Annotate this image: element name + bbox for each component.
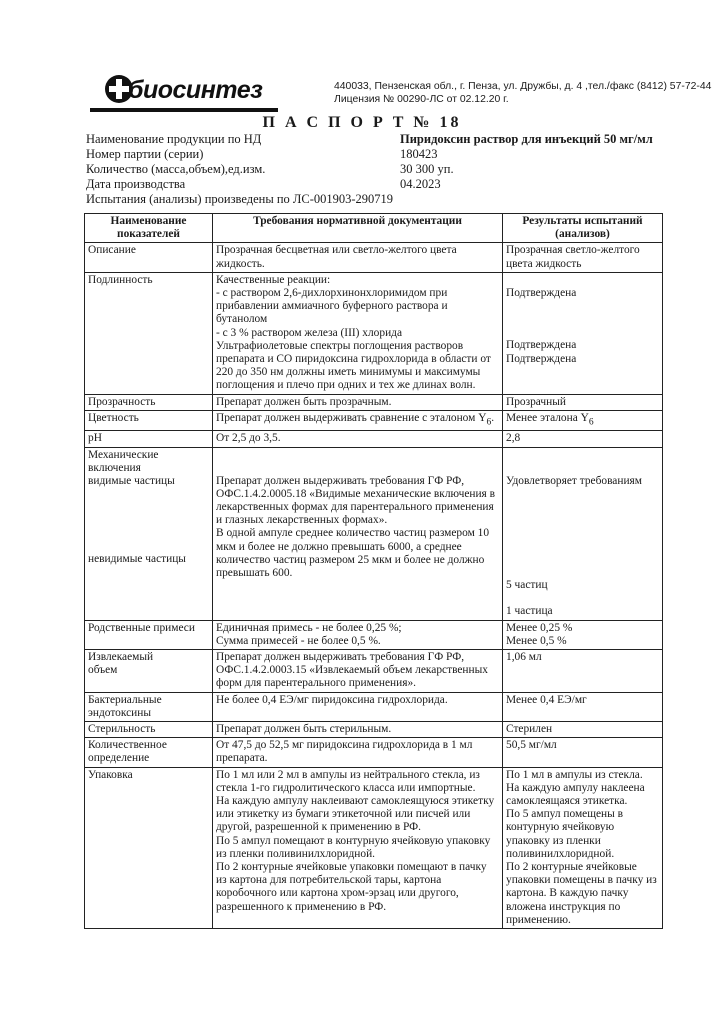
- res-line: На каждую ампулу наклеена самоклеящаяся этикетка.: [506, 781, 645, 807]
- quantity-label: Количество (масса,объем),ед.изм.: [86, 162, 266, 176]
- row-name: [85, 692, 213, 721]
- table-row: [85, 243, 663, 272]
- table-row: [85, 431, 663, 447]
- table-row: [85, 692, 663, 721]
- res-line: Подтверждена: [506, 352, 577, 365]
- address-line: 440033, Пензенская обл., г. Пенза, ул. Дружбы, д. 4 ,тел./факс (8412) 57-72-44: [334, 81, 712, 92]
- specification-table: [84, 213, 663, 929]
- name-line: включения: [88, 461, 141, 474]
- req-text: Препарат должен выдерживать сравнение с эталоном: [216, 411, 476, 424]
- name-line: Механические: [88, 448, 159, 461]
- req-end: .: [491, 411, 495, 424]
- header-requirements: Требования нормативной документации: [213, 214, 503, 243]
- table-row: [85, 394, 663, 410]
- name-line: Извлекаемый: [88, 650, 154, 663]
- row-requirement: Прозрачная бесцветная или светло-желтого цвета жидкость.: [213, 243, 503, 272]
- row-requirement: [213, 447, 503, 620]
- row-name: pH: [85, 431, 213, 447]
- batch-value: 180423: [400, 147, 438, 161]
- row-requirement: От 2,5 до 3,5.: [213, 431, 503, 447]
- row-requirement: Не более 0,4 ЕЭ/мг пиридоксина гидрохлорида.: [213, 692, 503, 721]
- batch-label: Номер партии (серии): [86, 147, 204, 161]
- table-header-row: [85, 214, 663, 243]
- row-result: 2,8: [503, 431, 663, 447]
- row-name: Прозрачность: [85, 394, 213, 410]
- row-name: Описание: [85, 243, 213, 272]
- res-text: Менее эталона Y: [506, 411, 589, 424]
- table-row: [85, 620, 663, 649]
- req-line: Сумма примесей - не более 0,5 %.: [216, 634, 381, 647]
- row-name: Родственные примеси: [85, 620, 213, 649]
- req-line: На каждую ампулу наклеивают самоклеящуюся этикетку или этикетку из бумаги этикеточной или писчей или другой, разрешенной к применению в РФ.: [216, 794, 495, 834]
- row-requirement: Препарат должен быть прозрачным.: [213, 394, 503, 410]
- name-line: определение: [88, 752, 150, 765]
- name-line: объем: [88, 664, 118, 677]
- res-line: Удовлетворяет требованиям: [506, 474, 642, 487]
- res-line: Подтверждена: [506, 339, 577, 352]
- req-line: По 1 мл или 2 мл в ампулы из нейтрального стекла, из стекла 1-го гидролитического класса или импортные.: [216, 768, 480, 794]
- row-requirement: От 47,5 до 52,5 мг пиридоксина гидрохлорида в 1 мл препарата.: [213, 738, 503, 767]
- row-result: Прозрачный: [503, 394, 663, 410]
- table-row: [85, 738, 663, 767]
- name-line: Количественное: [88, 739, 167, 752]
- row-requirement: [213, 767, 503, 928]
- table-row: [85, 721, 663, 737]
- header-indicator: Наименование показателей: [85, 214, 213, 243]
- row-result: [503, 272, 663, 394]
- res-line: По 1 мл в ампулы из стекла.: [506, 768, 643, 781]
- product-name-value: Пиридоксин раствор для инъекций 50 мг/мл: [400, 132, 653, 146]
- req-line: По 5 ампул помещают в контурную ячейковую упаковку из пленки поливинилхлоридной.: [216, 834, 491, 860]
- row-name: Упаковка: [85, 767, 213, 928]
- table-row: [85, 272, 663, 394]
- req-line: - с раствором 2,6-дихлорхинонхлоримидом при прибавлении аммиачного буферного раствора и бутанолом: [216, 287, 448, 326]
- company-address: [334, 80, 711, 106]
- row-result: [503, 620, 663, 649]
- res-index: 6: [588, 417, 594, 428]
- production-date-label: Дата производства: [86, 177, 186, 191]
- row-result: [503, 767, 663, 928]
- company-logo-text: биосинтез: [128, 76, 263, 104]
- row-name: [85, 738, 213, 767]
- req-line: - с 3 % раствором железа (III) хлорида: [216, 326, 403, 339]
- row-requirement: [213, 410, 503, 430]
- production-date-value: 04.2023: [400, 177, 441, 191]
- table-row: [85, 767, 663, 928]
- row-result: [503, 410, 663, 430]
- res-line: По 2 контурные ячейковые упаковки помещены в пачку из картона. В каждую пачку вложена инструкция по применению.: [506, 860, 657, 926]
- row-name: [85, 447, 213, 620]
- row-requirement: [213, 272, 503, 394]
- row-requirement: Препарат должен быть стерильным.: [213, 721, 503, 737]
- header-results: Результаты испытаний (анализов): [503, 214, 663, 243]
- product-name-label: Наименование продукции по НД: [86, 132, 262, 146]
- req-line: Ультрафиолетовые спектры поглощения растворов препарата и СО пиридоксина гидрохлорида в области от 220 до 350 нм должны иметь минимумы и максимумы поглощения и плечо при одних и тех же длинах волн.: [216, 339, 491, 392]
- req-line: Единичная примесь - не более 0,25 %;: [216, 621, 402, 634]
- tests-reference: Испытания (анализы) произведены по ЛС-001903-290719: [86, 192, 394, 206]
- res-line: По 5 ампул помещены в контурную ячейковую упаковку из пленки поливинилхлоридной.: [506, 808, 624, 860]
- row-result: 50,5 мг/мл: [503, 738, 663, 767]
- quantity-value: 30 300 уп.: [400, 162, 454, 176]
- row-result: [503, 447, 663, 620]
- reference-symbol: Y: [478, 411, 487, 424]
- row-result: 1,06 мл: [503, 649, 663, 692]
- table-row: [85, 447, 663, 620]
- name-line: невидимые частицы: [88, 553, 186, 566]
- name-line: видимые частицы: [88, 474, 175, 487]
- row-name: Подлинность: [85, 272, 213, 394]
- req-line: Препарат должен выдерживать требования ГФ РФ, ОФС.1.4.2.0005.18 «Видимые механические включения в лекарственных формах для парентерального применения и глазных лекарственных формах».: [216, 474, 496, 527]
- reference-index: 6: [486, 417, 492, 428]
- res-line: 5 частиц: [506, 578, 548, 591]
- page-title: П А С П О Р Т № 18: [262, 114, 462, 131]
- row-result: Прозрачная светло-желтого цвета жидкость: [503, 243, 663, 272]
- logo-underline: [90, 108, 278, 112]
- row-requirement: [213, 620, 503, 649]
- table-row: [85, 410, 663, 430]
- req-line: По 2 контурные ячейковые упаковки помещают в пачку из картона для потребительской тары, картона коробочного или картона хром-эрзац или другого, разрешенного к применению в РФ.: [216, 860, 487, 913]
- res-line: Подтверждена: [506, 287, 577, 299]
- row-name: [85, 649, 213, 692]
- res-line: Менее 0,25 %: [506, 621, 573, 634]
- row-name: Стерильность: [85, 721, 213, 737]
- row-result: Менее 0,4 ЕЭ/мг: [503, 692, 663, 721]
- res-line: Менее 0,5 %: [506, 634, 567, 647]
- req-line: Качественные реакции:: [216, 273, 331, 286]
- name-line: Бактериальные: [88, 693, 162, 706]
- req-line: В одной ампуле среднее количество частиц размером 10 мкм и более не должно превышать 6000, а среднее количество частиц размером 25 мкм и более не должно превышать 600.: [216, 527, 490, 579]
- row-result: Стерилен: [503, 721, 663, 737]
- row-name: Цветность: [85, 410, 213, 430]
- row-requirement: Препарат должен выдерживать требования ГФ РФ, ОФС.1.4.2.0003.15 «Извлекаемый объем лекарственных форм для парентерального применения».: [213, 649, 503, 692]
- res-line: 1 частица: [506, 605, 553, 618]
- name-line: эндотоксины: [88, 706, 151, 719]
- table-row: [85, 649, 663, 692]
- license-line: Лицензия № 00290-ЛС от 02.12.20 г.: [334, 94, 509, 105]
